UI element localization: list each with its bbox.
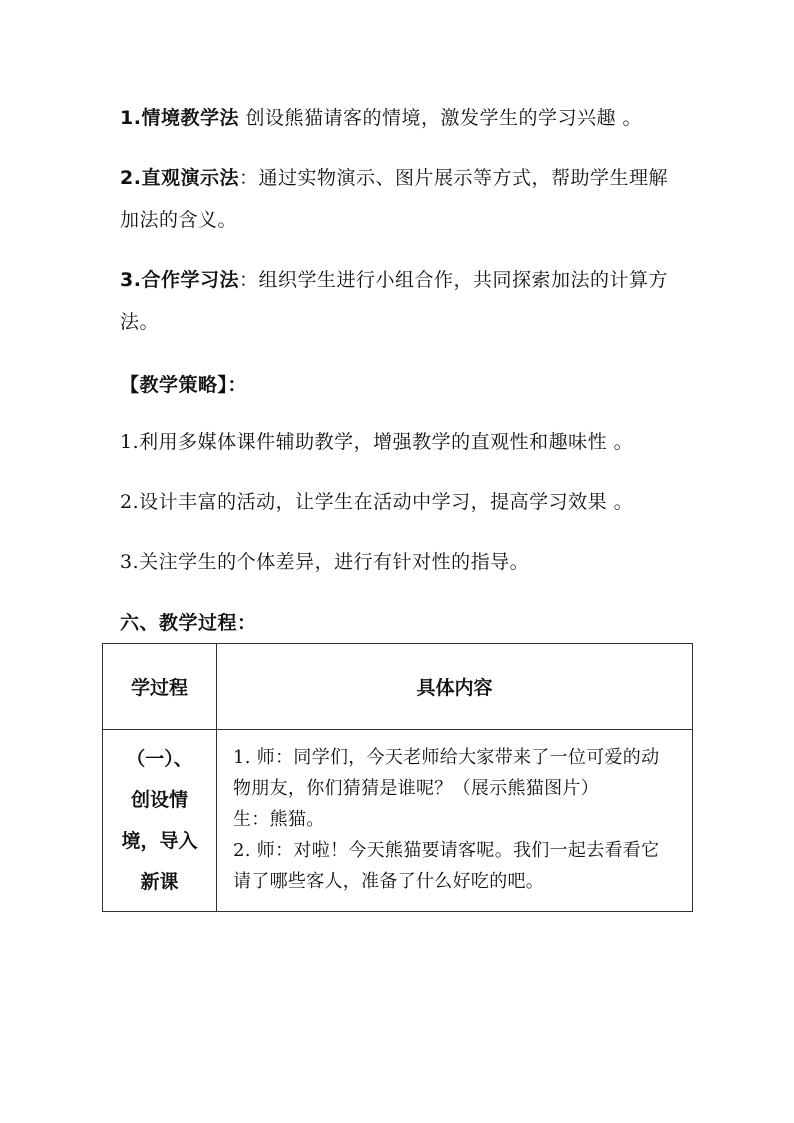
stage-line-1: （一）、: [126, 747, 193, 770]
process-heading: 六、教学过程：: [120, 612, 257, 634]
method-3-label: 3.合作学习法: [120, 269, 239, 291]
stage-line-3: 境，导入: [121, 829, 198, 852]
header-content: 具体内容: [217, 644, 693, 730]
content-paragraph-1: 1. 师：同学们，今天老师给大家带来了一位可爱的动物朋友，你们猜猜是谁呢？（展示熊猫图片）: [233, 747, 660, 799]
content-paragraph-2: 生：熊猫。: [233, 809, 325, 830]
method-1: [120, 97, 680, 139]
strategy-item-1: 1.利用多媒体课件辅助教学，增强教学的直观性和趣味性 。: [120, 431, 634, 453]
method-1-text: 创设熊猫请客的情境，激发学生的学习兴趣 。: [238, 107, 643, 129]
table-row: [103, 730, 693, 912]
strategy-heading: 【教学策略】：: [120, 374, 248, 396]
strategy-item-2: 2.设计丰富的活动，让学生在活动中学习，提高学习效果 。: [120, 491, 634, 513]
method-1-label: 1.情境教学法: [120, 107, 239, 129]
content-paragraph-3: 2. 师：对啦！今天熊猫要请客呢。我们一起去看看它请了哪些客人，准备了什么好吃的吧。: [233, 840, 660, 892]
method-2-label: 2.直观演示法: [120, 167, 239, 189]
stage-line-4: 新课: [140, 870, 179, 893]
header-stage: 学过程: [103, 644, 217, 730]
content-cell: [217, 730, 693, 912]
method-3-text: ：组织学生进行小组合作，共同探索加法的计算方法。: [120, 269, 668, 333]
table-header-row: [103, 644, 693, 730]
method-2: [120, 157, 680, 241]
stage-line-2: 创设情: [130, 788, 188, 811]
teaching-process-table: [102, 643, 693, 912]
method-3: [120, 259, 680, 343]
stage-cell: [103, 730, 217, 912]
method-2-text: ：通过实物演示、图片展示等方式，帮助学生理解加法的含义。: [120, 167, 668, 231]
strategy-item-3: 3.关注学生的个体差异，进行有针对性的指导。: [120, 551, 530, 573]
